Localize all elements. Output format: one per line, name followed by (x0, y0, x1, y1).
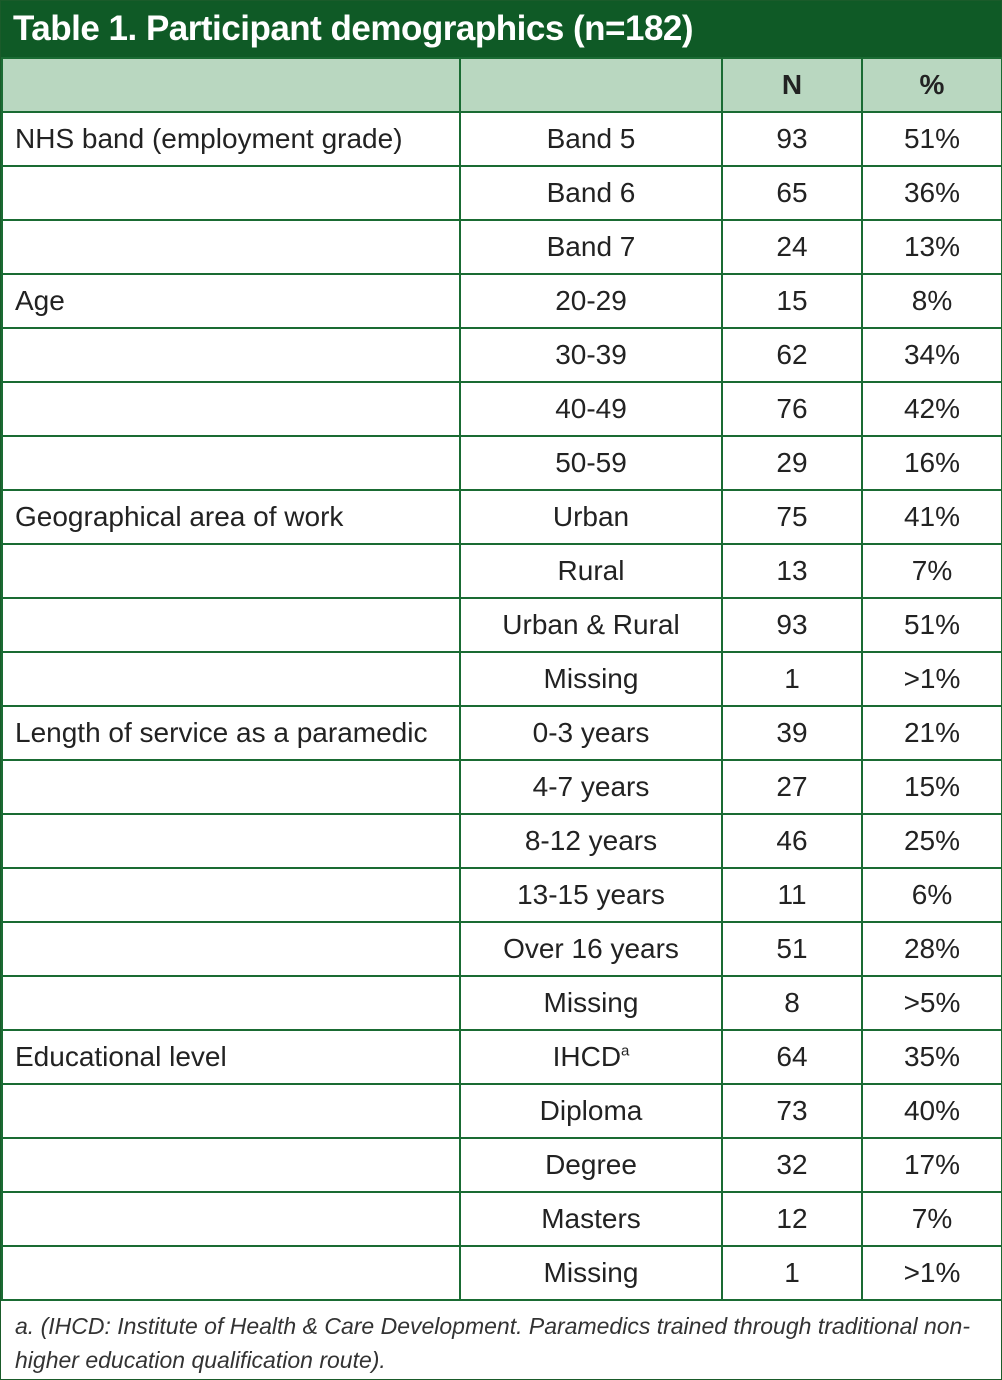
count-cell-text: 1 (784, 1257, 800, 1288)
subgroup-cell-text: IHCD (552, 1041, 622, 1072)
subgroup-cell-text: 50-59 (555, 447, 627, 478)
count-cell (722, 328, 862, 382)
table-row (2, 112, 1002, 166)
percent-cell-text: 21% (903, 717, 961, 748)
category-cell (2, 652, 460, 706)
subgroup-cell (460, 706, 722, 760)
category-cell (2, 1030, 460, 1084)
category-cell (2, 976, 460, 1030)
table-row (2, 166, 1002, 220)
table-row (2, 868, 1002, 922)
subgroup-cell (460, 760, 722, 814)
table-row (2, 922, 1002, 976)
category-cell (2, 814, 460, 868)
count-cell-text: 8 (784, 987, 800, 1018)
count-cell-text: 93 (776, 609, 808, 640)
count-cell-text: 1 (784, 663, 800, 694)
count-cell-text: 62 (776, 339, 808, 370)
count-cell (722, 868, 862, 922)
table-row (2, 760, 1002, 814)
table-row (2, 1246, 1002, 1300)
count-cell (722, 436, 862, 490)
table-row (2, 220, 1002, 274)
percent-cell-text: 41% (903, 501, 961, 532)
count-cell-text: 27 (776, 771, 808, 802)
table-footnote: a. (IHCD: Institute of Health & Care Development. Paramedics trained through traditional non-higher education qualification route). (15, 1313, 970, 1373)
count-cell-text: 73 (776, 1095, 808, 1126)
count-cell (722, 220, 862, 274)
subgroup-cell-text: 13-15 years (517, 879, 665, 910)
percent-cell (862, 760, 1002, 814)
header-category (2, 58, 460, 112)
percent-cell (862, 652, 1002, 706)
subgroup-cell-text: Band 5 (546, 123, 636, 154)
subgroup-cell-text: Rural (557, 555, 625, 586)
subgroup-cell-text: 8-12 years (524, 825, 658, 856)
subgroup-cell (460, 274, 722, 328)
table-body (2, 112, 1002, 1300)
subgroup-cell-text: Missing (543, 663, 639, 694)
subgroup-cell-text: Band 6 (546, 177, 636, 208)
percent-cell (862, 274, 1002, 328)
subgroup-cell-text: 40-49 (555, 393, 627, 424)
percent-cell (862, 814, 1002, 868)
subgroup-cell-text: Missing (543, 987, 639, 1018)
count-cell-text: 13 (776, 555, 808, 586)
category-cell (2, 1138, 460, 1192)
count-cell-text: 51 (776, 933, 808, 964)
table-row (2, 328, 1002, 382)
percent-cell-text: 28% (903, 933, 961, 964)
percent-cell-text: 35% (903, 1041, 961, 1072)
header-subgroup (460, 58, 722, 112)
count-cell (722, 760, 862, 814)
subgroup-cell (460, 922, 722, 976)
category-cell (2, 220, 460, 274)
subgroup-cell (460, 976, 722, 1030)
percent-cell (862, 382, 1002, 436)
table-row (2, 652, 1002, 706)
category-cell-text: Length of service as a paramedic (15, 717, 428, 748)
category-cell (2, 274, 460, 328)
subgroup-cell-text: Degree (545, 1149, 637, 1180)
subgroup-cell (460, 436, 722, 490)
count-cell-text: 76 (776, 393, 808, 424)
category-cell (2, 544, 460, 598)
count-cell-text: 39 (776, 717, 808, 748)
subgroup-cell-text: 20-29 (555, 285, 627, 316)
subgroup-cell-text: Urban & Rural (502, 609, 680, 640)
percent-cell (862, 220, 1002, 274)
percent-cell-text: 25% (903, 825, 961, 856)
subgroup-cell (460, 1246, 722, 1300)
count-cell (722, 490, 862, 544)
subgroup-cell (460, 814, 722, 868)
table-row (2, 1084, 1002, 1138)
percent-cell (862, 922, 1002, 976)
percent-cell-text: 7% (911, 1203, 953, 1234)
subgroup-cell-text: 30-39 (555, 339, 627, 370)
percent-cell (862, 490, 1002, 544)
percent-cell (862, 706, 1002, 760)
table-title: Table 1. Participant demographics (n=182) (1, 1, 1001, 57)
category-cell (2, 1246, 460, 1300)
table-row (2, 1030, 1002, 1084)
percent-cell (862, 1138, 1002, 1192)
count-cell (722, 652, 862, 706)
subgroup-cell (460, 166, 722, 220)
subgroup-cell-text: Urban (552, 501, 630, 532)
table-row (2, 1192, 1002, 1246)
count-cell-text: 12 (776, 1203, 808, 1234)
subgroup-cell (460, 328, 722, 382)
count-cell (722, 976, 862, 1030)
percent-cell (862, 112, 1002, 166)
count-cell (722, 1192, 862, 1246)
percent-cell-text: >1% (903, 663, 961, 694)
percent-cell-text: 13% (903, 231, 961, 262)
percent-cell-text: 42% (903, 393, 961, 424)
header-n: N (722, 58, 862, 112)
category-cell (2, 490, 460, 544)
count-cell-text: 15 (776, 285, 808, 316)
category-cell (2, 166, 460, 220)
percent-cell-text: 51% (903, 123, 961, 154)
subgroup-cell (460, 652, 722, 706)
percent-cell-text: 40% (903, 1095, 961, 1126)
count-cell (722, 112, 862, 166)
count-cell (722, 1084, 862, 1138)
count-cell (722, 1138, 862, 1192)
count-cell (722, 1030, 862, 1084)
table-row (2, 382, 1002, 436)
subgroup-cell (460, 544, 722, 598)
percent-cell (862, 868, 1002, 922)
subgroup-cell (460, 1138, 722, 1192)
header-percent: % (862, 58, 1002, 112)
percent-cell (862, 544, 1002, 598)
percent-cell (862, 328, 1002, 382)
count-cell-text: 11 (777, 879, 807, 910)
demographics-table (1, 57, 1002, 1301)
count-cell (722, 814, 862, 868)
table-row (2, 598, 1002, 652)
count-cell (722, 166, 862, 220)
table-row (2, 1138, 1002, 1192)
subgroup-cell (460, 382, 722, 436)
count-cell (722, 1246, 862, 1300)
subgroup-cell-text: Band 7 (546, 231, 636, 262)
footnote-marker: a (621, 1042, 630, 1060)
category-cell-text: Geographical area of work (15, 501, 344, 532)
percent-cell (862, 1246, 1002, 1300)
percent-cell-text: >5% (903, 987, 961, 1018)
percent-cell (862, 1030, 1002, 1084)
count-cell-text: 75 (776, 501, 808, 532)
percent-cell-text: 16% (903, 447, 961, 478)
category-cell (2, 1192, 460, 1246)
subgroup-cell (460, 220, 722, 274)
category-cell (2, 328, 460, 382)
subgroup-cell (460, 868, 722, 922)
percent-cell-text: 51% (903, 609, 961, 640)
category-cell-text: Educational level (15, 1041, 227, 1072)
percent-cell (862, 436, 1002, 490)
percent-cell-text: 34% (903, 339, 961, 370)
count-cell (722, 274, 862, 328)
subgroup-cell-text: 4-7 years (532, 771, 650, 802)
subgroup-cell (460, 490, 722, 544)
subgroup-cell (460, 112, 722, 166)
table-row (2, 814, 1002, 868)
count-cell (722, 922, 862, 976)
category-cell (2, 436, 460, 490)
category-cell (2, 868, 460, 922)
table-row (2, 490, 1002, 544)
count-cell-text: 65 (776, 177, 808, 208)
subgroup-cell (460, 1192, 722, 1246)
table-row (2, 436, 1002, 490)
percent-cell-text: 36% (903, 177, 961, 208)
subgroup-cell-text: Masters (541, 1203, 641, 1234)
count-cell (722, 382, 862, 436)
category-cell (2, 598, 460, 652)
category-cell (2, 382, 460, 436)
percent-cell-text: 8% (911, 285, 953, 316)
count-cell-text: 64 (776, 1041, 808, 1072)
table-row (2, 706, 1002, 760)
percent-cell (862, 598, 1002, 652)
subgroup-cell-text: Over 16 years (503, 933, 679, 964)
category-cell (2, 706, 460, 760)
category-cell (2, 760, 460, 814)
count-cell-text: 93 (776, 123, 808, 154)
count-cell-text: 24 (776, 231, 808, 262)
count-cell-text: 46 (776, 825, 808, 856)
percent-cell (862, 166, 1002, 220)
table-row (2, 274, 1002, 328)
subgroup-cell (460, 598, 722, 652)
percent-cell-text: 7% (911, 555, 953, 586)
percent-cell-text: 6% (911, 879, 953, 910)
category-cell-text: NHS band (employment grade) (15, 123, 403, 154)
percent-cell (862, 1084, 1002, 1138)
table-row (2, 544, 1002, 598)
count-cell (722, 544, 862, 598)
count-cell-text: 29 (776, 447, 808, 478)
subgroup-cell (460, 1030, 722, 1084)
category-cell (2, 112, 460, 166)
percent-cell (862, 1192, 1002, 1246)
count-cell (722, 598, 862, 652)
category-cell (2, 1084, 460, 1138)
percent-cell-text: 15% (903, 771, 961, 802)
subgroup-cell-text: Diploma (539, 1095, 643, 1126)
percent-cell-text: >1% (903, 1257, 961, 1288)
percent-cell (862, 976, 1002, 1030)
header-row (2, 58, 1002, 112)
count-cell (722, 706, 862, 760)
table-row (2, 976, 1002, 1030)
subgroup-cell-text: 0-3 years (532, 717, 650, 748)
percent-cell-text: 17% (903, 1149, 961, 1180)
category-cell (2, 922, 460, 976)
category-cell-text: Age (15, 285, 65, 316)
subgroup-cell-text: Missing (543, 1257, 639, 1288)
subgroup-cell (460, 1084, 722, 1138)
count-cell-text: 32 (776, 1149, 808, 1180)
